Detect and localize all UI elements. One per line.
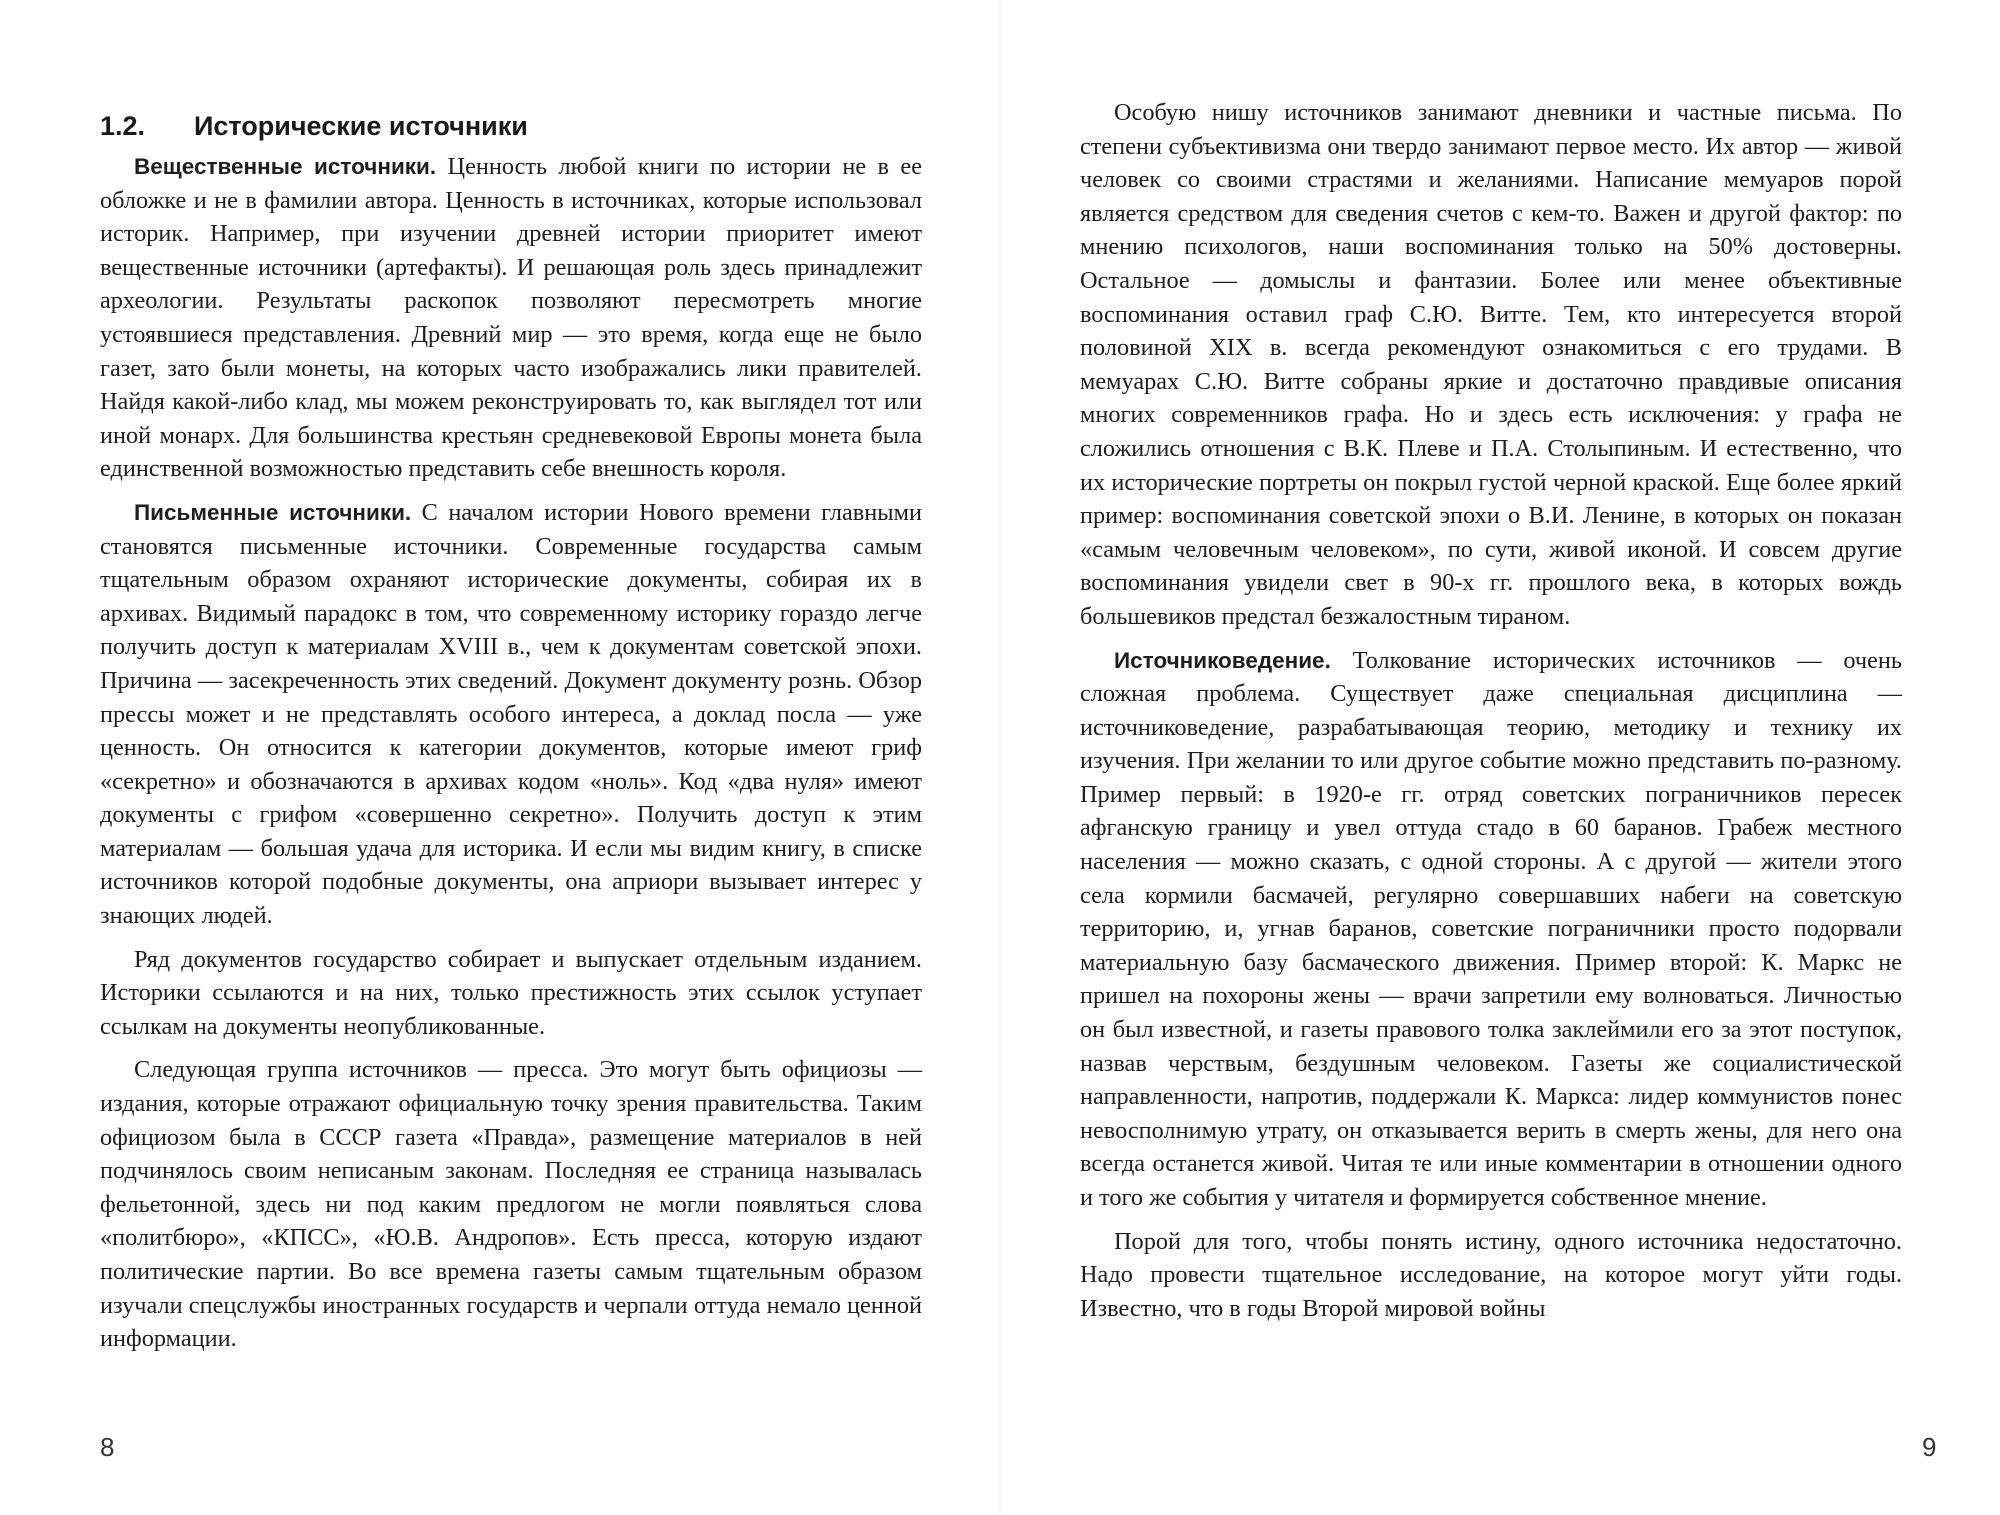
paragraph xyxy=(100,150,922,486)
right-page xyxy=(1000,0,2000,1515)
section-title: Исторические источники xyxy=(194,111,528,141)
paragraph-text: Ценность любой книги по истории не в ее обложке и не в фамилии автора. Ценность в источниках, которые использовал историк. Например, при изучении древней истории приоритет имеют вещественные источники (артефакты). И решающая роль здесь принадлежит археологии. Результаты раскопок позволяют пересмотреть многие устоявшиеся представления. Древний мир — это время, когда еще не было газет, зато были монеты, на которых часто изображались лики правителей. Найдя какой-либо клад, мы можем реконструировать то, как выглядел тот или иной монарх. Для большинства крестьян средневековой Европы монета была единственной возможностью представить себе внешность короля. xyxy=(100,153,922,483)
page-number: 9 xyxy=(1922,1432,1937,1462)
section-heading xyxy=(100,108,922,144)
paragraph xyxy=(1080,644,1902,1215)
paragraph-text: С началом истории Нового времени главными становятся письменные источники. Современные государства самым тщательным образом охраняют исторические документы, собирая их в архивах. Видимый парадокс в том, что современному историку гораздо легче получить доступ к материалам XVIII в., чем к документам советской эпохи. Причина — засекреченность этих сведений. Документ документу рознь. Обзор прессы может и не представлять особого интереса, а доклад посла — уже ценность. Он относится к категории документов, которые имеют гриф «секретно» и обозначаются в архивах кодом «ноль». Код «два нуля» имеют документы с грифом «совершенно секретно». Получить доступ к этим материалам — большая удача для историка. И если мы видим книгу, в списке источников которой подобные документы, она априори вызывает интерес у знающих людей. xyxy=(100,498,922,930)
left-page-column xyxy=(100,96,922,1366)
section-number: 1.2. xyxy=(100,111,146,141)
paragraph xyxy=(1080,96,1902,634)
paragraph-heading: Письменные источники. xyxy=(134,499,412,525)
paragraph-text: Особую нишу источников занимают дневники и частные письма. По степени субъективизма они твердо занимают первое место. Их автор — живой человек со своими страстями и желаниями. Написание мемуаров порой является средством для сведения счетов с кем-то. Важен и другой фактор: по мнению психологов, наши воспоминания только на 50% достоверны. Остальное — домыслы и фантазии. Более или менее объективные воспоминания оставил граф С.Ю. Витте. Тем, кто интересуется второй половиной XIX в. всегда рекомендуют ознакомиться с его трудами. В мемуарах С.Ю. Витте собраны яркие и достаточно правдивые описания многих современников графа. Но и здесь есть исключения: у графа не сложились отношения с В.К. Плеве и П.А. Столыпиным. И естественно, что их исторические портреты он покрыл густой черной краской. Еще более яркий пример: воспоминания советской эпохи о В.И. Ленине, в которых он показан «самым человечным человеком», по сути, живой иконой. И совсем другие воспоминания увидели свет в 90-х гг. прошлого века, в которых вождь большевиков предстал безжалостным тираном. xyxy=(1080,99,1902,630)
paragraph-text: Ряд документов государство собирает и выпускает отдельным изданием. Историки ссылаются и на них, только престижность этих ссылок уступает ссылкам на документы неопубликованные. xyxy=(100,945,922,1040)
paragraph-text: Следующая группа источников — пресса. Это могут быть официозы — издания, которые отражают официальную точку зрения правительства. Таким официозом была в СССР газета «Правда», размещение материалов в ней подчинялось своим неписаным законам. Последняя ее страница называлась фельетонной, здесь ни под каким предлогом не могли появляться слова «политбюро», «КПСС», «Ю.В. Андропов». Есть пресса, которую издают политические партии. Во все времена газеты самым тщательным образом изучали спецслужбы иностранных государств и черпали оттуда немало ценной информации. xyxy=(100,1056,922,1353)
paragraph xyxy=(1080,1225,1902,1326)
paragraph-heading: Вещественные источники. xyxy=(134,154,437,179)
page-number: 8 xyxy=(100,1432,115,1462)
paragraph-text: Толкование исторических источников — очень сложная проблема. Существует даже специальная дисциплина — источниковедение, разрабатывающая теорию, методику и технику их изучения. При желании то или другое событие можно представить по-разному. Пример первый: в 1920-е гг. отряд советских пограничников пересек афганскую границу и увел оттуда стадо в 60 баранов. Грабеж местного населения — можно сказать, с одной стороны. А с другой — жители этого села кормили басмачей, регулярно совершавших набеги на советскую территорию, и, угнав баранов, советские пограничники просто подорвали материальную базу басмаческого движения. Пример второй: К. Маркс не пришел на похороны жены — врачи запретили ему волноваться. Личностью он был известной, и газеты правового толка заклеймили его за этот поступок, назвав черствым, бездушным человеком. Газеты же социалистической направленности, напротив, поддержали К. Маркса: лидер коммунистов понес невосполнимую утрату, он отказывается верить в смерть жены, для него она всегда останется живой. Читая те или иные комментарии в отношении одного и того же события у читателя и формируется собственное мнение. xyxy=(1080,646,1902,1211)
paragraph-text: Порой для того, чтобы понять истину, одного источника недостаточно. Надо провести тщательное исследование, на которое могут уйти годы. Известно, что в годы Второй мировой войны xyxy=(1080,1227,1902,1322)
paragraph-heading: Источниковедение. xyxy=(1114,647,1331,673)
right-page-column xyxy=(1080,96,1902,1335)
paragraph xyxy=(100,496,922,933)
paragraph xyxy=(100,1053,922,1355)
paragraph xyxy=(100,943,922,1044)
